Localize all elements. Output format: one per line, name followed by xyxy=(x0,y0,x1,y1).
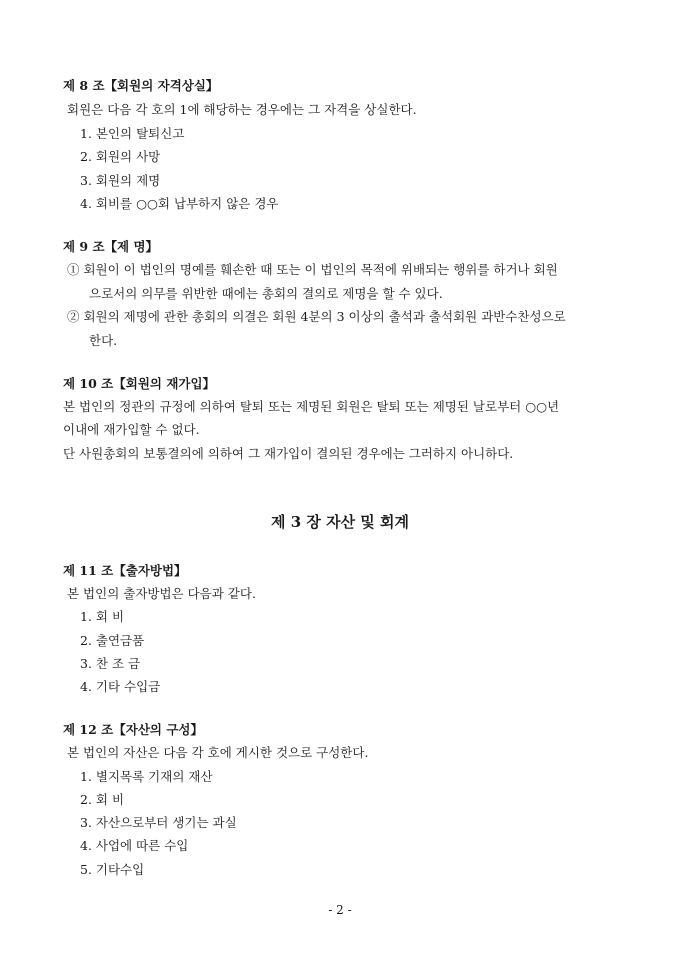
page-number: - 2 - xyxy=(328,903,352,917)
article-11-item: 4. 기타 수입금 xyxy=(80,679,161,694)
article-9-paragraph-1-cont: 으로서의 의무를 위반한 때에는 총회의 결의로 제명을 할 수 있다. xyxy=(89,286,443,301)
article-8-heading: 제 8 조【회원의 자격상실】 xyxy=(63,78,219,93)
article-11-item: 2. 출연금품 xyxy=(80,633,145,648)
article-8-item: 1. 본인의 탈퇴신고 xyxy=(80,126,185,141)
article-12-item: 2. 회 비 xyxy=(80,792,125,807)
article-11-heading: 제 11 조【출자방법】 xyxy=(63,563,187,578)
article-9-paragraph-2-cont: 한다. xyxy=(89,333,118,348)
article-12-item: 1. 별지목록 기재의 재산 xyxy=(80,769,213,784)
article-9-heading: 제 9 조【제 명】 xyxy=(63,239,159,254)
article-10-text: 단 사원총회의 보통결의에 의하여 그 재가입이 결의된 경우에는 그러하지 아니하다. xyxy=(63,446,514,461)
article-8-intro: 회원은 다음 각 호의 1에 해당하는 경우에는 그 자격을 상실한다. xyxy=(67,102,417,117)
article-11-item: 1. 회 비 xyxy=(80,609,125,624)
article-11-intro: 본 법인의 출자방법은 다음과 같다. xyxy=(67,586,256,601)
article-10-heading: 제 10 조【회원의 재가입】 xyxy=(63,376,216,391)
article-12-intro: 본 법인의 자산은 다음 각 호에 게시한 것으로 구성한다. xyxy=(67,745,369,760)
article-8-item: 2. 회원의 사망 xyxy=(80,149,161,164)
article-12-item: 3. 자산으로부터 생기는 과실 xyxy=(80,815,237,830)
article-8-item: 3. 회원의 제명 xyxy=(80,173,161,188)
article-9-paragraph-1: ① 회원이 이 법인의 명예를 훼손한 때 또는 이 법인의 목적에 위배되는 행위를 하거나 회원 xyxy=(67,262,558,277)
article-12-item: 5. 기타수입 xyxy=(80,862,145,877)
article-11-item: 3. 찬 조 금 xyxy=(80,656,141,671)
article-8-item: 4. 회비를 ○○회 납부하지 않은 경우 xyxy=(80,196,279,211)
article-12-heading: 제 12 조【자산의 구성】 xyxy=(63,722,203,737)
chapter-title: 제 3 장 자산 및 회계 xyxy=(271,513,409,531)
article-9-paragraph-2: ② 회원의 제명에 관한 총회의 의결은 회원 4분의 3 이상의 출석과 출석회원 과반수찬성으로 xyxy=(67,309,566,324)
article-10-text: 본 법인의 정관의 규정에 의하여 탈퇴 또는 제명된 회원은 탈퇴 또는 제명된 날로부터 ○○년 xyxy=(63,399,560,414)
article-12-item: 4. 사업에 따른 수입 xyxy=(80,838,189,853)
article-10-text: 이내에 재가입할 수 없다. xyxy=(63,422,200,437)
